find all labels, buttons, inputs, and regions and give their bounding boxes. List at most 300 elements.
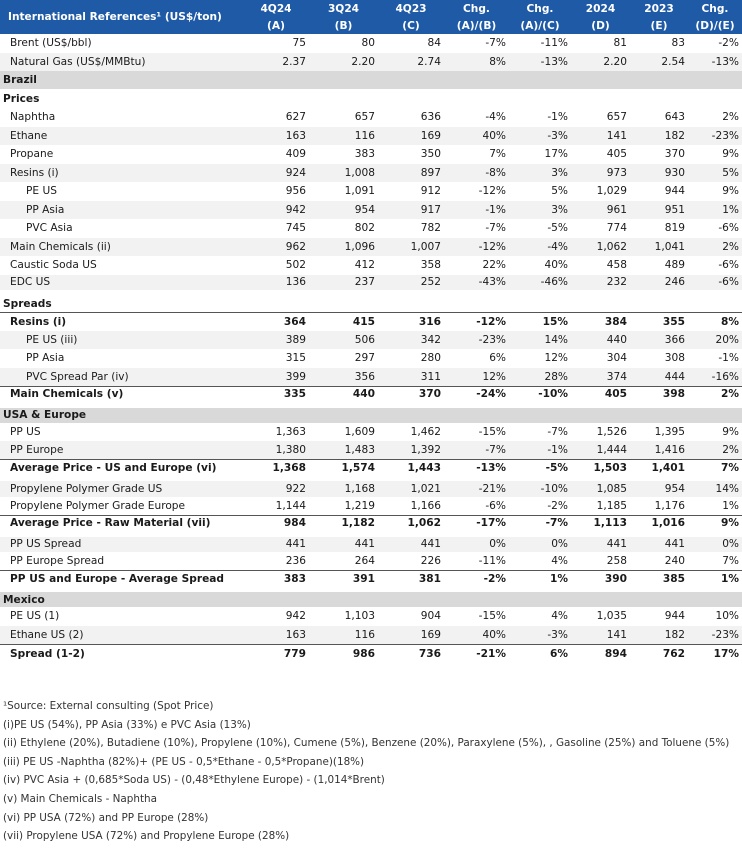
value-cell: -6% <box>485 499 506 512</box>
value-cell: 441 <box>243 534 309 553</box>
table-row <box>0 127 742 146</box>
footnote: (iv) PVC Asia + (0,685*Soda US) - (0,48*Ethylene Europe) - (1,014*Brent) <box>3 774 385 787</box>
value-cell: 182 <box>630 127 688 146</box>
row-label: Brent (US$/bbl) <box>10 37 92 50</box>
value-cell: 84 <box>427 37 441 50</box>
table-header <box>0 0 742 34</box>
value-cell: 342 <box>378 331 444 350</box>
value-cell: 5% <box>551 185 568 198</box>
value-cell: 308 <box>664 352 685 365</box>
value-cell: 0% <box>688 534 742 553</box>
value-cell: 627 <box>285 111 306 124</box>
value-cell: 2% <box>688 441 742 460</box>
table-row <box>0 460 742 479</box>
value-cell: 506 <box>309 331 378 350</box>
value-cell: 370 <box>378 386 444 405</box>
row-label: PP Asia <box>0 201 243 220</box>
value-cell: 366 <box>630 331 688 350</box>
value-cell: 2% <box>722 111 739 124</box>
value-cell: 951 <box>630 201 688 220</box>
value-cell: 7% <box>489 148 506 161</box>
value-cell: 440 <box>309 386 378 405</box>
table-row <box>0 478 742 497</box>
value-cell: -21% <box>444 644 509 663</box>
value-cell: 355 <box>630 312 688 331</box>
row-label: PE US (iii) <box>0 331 243 350</box>
row-label: PVC Asia <box>26 222 73 235</box>
value-cell: 1% <box>688 571 742 590</box>
value-cell: 0% <box>444 534 509 553</box>
value-cell: 315 <box>285 352 306 365</box>
value-cell: 1,395 <box>654 425 685 438</box>
col-header-bottom: (B) <box>309 17 378 34</box>
value-cell: 7% <box>722 555 739 567</box>
value-cell: 1,416 <box>630 441 688 460</box>
table-row <box>0 145 742 164</box>
value-cell: -46% <box>509 275 571 294</box>
table-row <box>0 164 742 183</box>
value-cell: -1% <box>547 111 568 124</box>
value-cell: 944 <box>664 610 685 623</box>
value-cell: 1,041 <box>630 238 688 257</box>
value-cell: 10% <box>715 610 739 623</box>
value-cell: 912 <box>420 185 441 198</box>
value-cell: 9% <box>722 148 739 161</box>
value-cell: 9% <box>722 425 739 438</box>
value-cell: 762 <box>630 644 688 663</box>
footnote: (ii) Ethylene (20%), Butadiene (10%), Propylene (10%), Cumene (5%), Benzene (20%), Paraxylene (5%), , Gasoline (25%) and Toluene (5%) <box>3 737 730 750</box>
subsection-label: Prices <box>0 89 742 108</box>
subsection-header-row <box>0 89 742 108</box>
value-cell: 1,103 <box>344 610 375 623</box>
table-row <box>0 219 742 238</box>
col-header-bottom: (A)/(B) <box>444 17 509 34</box>
value-cell: -12% <box>444 312 509 331</box>
value-cell: 141 <box>571 626 630 645</box>
value-cell: 240 <box>664 555 685 567</box>
value-cell: 7% <box>688 460 742 479</box>
value-cell: -7% <box>547 425 568 438</box>
table-row <box>0 53 742 72</box>
value-cell: 1,016 <box>630 515 688 534</box>
value-cell: 304 <box>606 352 627 365</box>
value-cell: 489 <box>664 259 685 272</box>
value-cell: 802 <box>354 222 375 235</box>
value-cell: -24% <box>444 386 509 405</box>
value-cell: 383 <box>354 148 375 161</box>
value-cell: -1% <box>509 441 571 460</box>
row-label: Natural Gas (US$/MMBtu) <box>0 53 243 72</box>
value-cell: 384 <box>571 312 630 331</box>
value-cell: 17% <box>544 148 568 161</box>
value-cell: 1% <box>688 201 742 220</box>
value-cell: 736 <box>378 644 444 663</box>
row-label: Propylene Polymer Grade Europe <box>10 499 186 512</box>
value-cell: 350 <box>420 148 441 161</box>
value-cell: 1,483 <box>309 441 378 460</box>
value-cell: 280 <box>420 352 441 365</box>
row-label: Average Price - Raw Material (vii) <box>0 515 243 534</box>
value-cell: 1,176 <box>654 499 685 512</box>
value-cell: 441 <box>378 534 444 553</box>
value-cell: 182 <box>630 626 688 645</box>
col-header-bottom: (A) <box>243 17 309 34</box>
value-cell: 774 <box>606 222 627 235</box>
value-cell: 1,503 <box>571 460 630 479</box>
value-cell: 1,526 <box>596 425 627 438</box>
row-label: PP Europe Spread <box>10 555 105 567</box>
row-label: Average Price - US and Europe (vi) <box>0 460 243 479</box>
value-cell: 83 <box>671 37 685 50</box>
value-cell: 1,219 <box>344 499 375 512</box>
value-cell: 399 <box>243 368 309 387</box>
row-label: PVC Spread Par (iv) <box>0 368 243 387</box>
value-cell: 1,144 <box>275 499 306 512</box>
col-header-top: Chg. <box>509 0 571 17</box>
value-cell: 383 <box>243 571 309 590</box>
row-label: Main Chemicals (ii) <box>0 238 243 257</box>
row-label: PE US (1) <box>10 610 60 623</box>
value-cell: 297 <box>354 352 375 365</box>
value-cell: 8% <box>688 312 742 331</box>
value-cell: 643 <box>664 111 685 124</box>
value-cell: 944 <box>664 185 685 198</box>
value-cell: 381 <box>378 571 444 590</box>
value-cell: 502 <box>285 259 306 272</box>
value-cell: 364 <box>243 312 309 331</box>
value-cell: 246 <box>630 275 688 294</box>
value-cell: 370 <box>664 148 685 161</box>
table-row <box>0 534 742 553</box>
value-cell: -5% <box>509 460 571 479</box>
col-header-bottom: (D)/(E) <box>688 17 742 34</box>
col-header-top: 3Q24 <box>309 0 378 17</box>
value-cell: -6% <box>688 275 742 294</box>
row-label: Ethane <box>0 127 243 146</box>
value-cell: -13% <box>688 53 742 72</box>
value-cell: 1,462 <box>410 425 441 438</box>
value-cell: 1% <box>509 571 571 590</box>
value-cell: 4% <box>551 555 568 567</box>
value-cell: 954 <box>630 478 688 497</box>
value-cell: 226 <box>420 555 441 567</box>
table-row <box>0 182 742 201</box>
value-cell: 6% <box>509 644 571 663</box>
value-cell: 894 <box>571 644 630 663</box>
value-cell: 1,392 <box>378 441 444 460</box>
row-label: Ethane US (2) <box>0 626 243 645</box>
table-row <box>0 626 742 645</box>
value-cell: 398 <box>630 386 688 405</box>
value-cell: 444 <box>630 368 688 387</box>
value-cell: 1,035 <box>596 610 627 623</box>
value-cell: 1,609 <box>344 425 375 438</box>
value-cell: 1,168 <box>309 478 378 497</box>
value-cell: 2% <box>688 238 742 257</box>
table-row <box>0 238 742 257</box>
col-header-top: 4Q23 <box>378 0 444 17</box>
value-cell: -11% <box>478 555 506 567</box>
row-label: PP US Spread <box>0 534 243 553</box>
table-row <box>0 644 742 663</box>
value-cell: 12% <box>544 352 568 365</box>
table-row <box>0 552 742 571</box>
value-cell: 1,444 <box>571 441 630 460</box>
table-row <box>0 515 742 534</box>
value-cell: 441 <box>630 534 688 553</box>
row-label: Propane <box>10 148 54 161</box>
value-cell: 636 <box>420 111 441 124</box>
value-cell: 954 <box>309 201 378 220</box>
value-cell: -8% <box>444 164 509 183</box>
subsection-header-row <box>0 293 742 312</box>
value-cell: 17% <box>688 644 742 663</box>
subsection-label: Spreads <box>0 293 742 312</box>
value-cell: 22% <box>482 259 506 272</box>
value-cell: 962 <box>243 238 309 257</box>
value-cell: 391 <box>309 571 378 590</box>
value-cell: 169 <box>378 127 444 146</box>
value-cell: 28% <box>509 368 571 387</box>
value-cell: 169 <box>378 626 444 645</box>
footnote: (i)PE US (54%), PP Asia (33%) e PVC Asia (13%) <box>3 718 251 731</box>
value-cell: -4% <box>509 238 571 257</box>
value-cell: 1,091 <box>344 185 375 198</box>
row-label: PP US and Europe - Average Spread <box>0 571 243 590</box>
row-label: PP US <box>10 425 41 438</box>
value-cell: -6% <box>718 222 739 235</box>
value-cell: 252 <box>378 275 444 294</box>
value-cell: -2% <box>718 37 739 50</box>
row-label: PE US <box>26 185 57 198</box>
value-cell: 1,096 <box>309 238 378 257</box>
value-cell: 904 <box>420 610 441 623</box>
value-cell: -2% <box>444 571 509 590</box>
value-cell: -6% <box>718 259 739 272</box>
value-cell: 2.20 <box>309 53 378 72</box>
value-cell: 922 <box>243 478 309 497</box>
value-cell: 2.20 <box>571 53 630 72</box>
value-cell: 1% <box>722 499 739 512</box>
value-cell: 4% <box>551 610 568 623</box>
col-header-top: Chg. <box>444 0 509 17</box>
value-cell: -23% <box>688 127 742 146</box>
value-cell: -2% <box>547 499 568 512</box>
value-cell: 116 <box>309 127 378 146</box>
value-cell: 116 <box>309 626 378 645</box>
value-cell: -7% <box>485 222 506 235</box>
col-header-top: 4Q24 <box>243 0 309 17</box>
value-cell: 984 <box>243 515 309 534</box>
table-row <box>0 497 742 516</box>
table-row <box>0 331 742 350</box>
value-cell: 1,085 <box>571 478 630 497</box>
value-cell: -23% <box>688 626 742 645</box>
value-cell: -13% <box>509 53 571 72</box>
value-cell: -7% <box>485 37 506 50</box>
value-cell: 819 <box>664 222 685 235</box>
value-cell: 374 <box>571 368 630 387</box>
value-cell: 412 <box>354 259 375 272</box>
value-cell: 441 <box>309 534 378 553</box>
value-cell: 1,574 <box>309 460 378 479</box>
value-cell: -7% <box>444 441 509 460</box>
footnote: ¹Source: External consulting (Spot Price) <box>3 700 214 712</box>
value-cell: -4% <box>485 111 506 124</box>
col-header-top: 2023 <box>630 0 688 17</box>
table-row <box>0 571 742 590</box>
value-cell: 163 <box>243 127 309 146</box>
value-cell: 12% <box>444 368 509 387</box>
col-header-top: 2024 <box>571 0 630 17</box>
value-cell: 1,380 <box>243 441 309 460</box>
table-row <box>0 201 742 220</box>
section-label: Mexico <box>0 589 742 607</box>
value-cell: -13% <box>444 460 509 479</box>
value-cell: 5% <box>688 164 742 183</box>
value-cell: 2.74 <box>378 53 444 72</box>
value-cell: 415 <box>309 312 378 331</box>
row-label: EDC US <box>0 275 243 294</box>
value-cell: 258 <box>606 555 627 567</box>
value-cell: 409 <box>285 148 306 161</box>
value-cell: 973 <box>571 164 630 183</box>
col-header-bottom: (A)/(C) <box>509 17 571 34</box>
value-cell: 930 <box>630 164 688 183</box>
value-cell: 1,185 <box>596 499 627 512</box>
table-row <box>0 108 742 127</box>
table-row <box>0 312 742 331</box>
value-cell: 15% <box>509 312 571 331</box>
value-cell: 956 <box>285 185 306 198</box>
value-cell: 1,443 <box>378 460 444 479</box>
value-cell: 8% <box>444 53 509 72</box>
value-cell: 311 <box>378 368 444 387</box>
value-cell: -11% <box>540 37 568 50</box>
footnote: (vi) PP USA (72%) and PP Europe (28%) <box>3 811 209 824</box>
table-row <box>0 423 742 442</box>
value-cell: 81 <box>613 37 627 50</box>
row-label: PP Asia <box>26 352 65 365</box>
value-cell: 232 <box>571 275 630 294</box>
value-cell: 335 <box>243 386 309 405</box>
value-cell: 745 <box>285 222 306 235</box>
value-cell: 942 <box>285 610 306 623</box>
value-cell: 389 <box>243 331 309 350</box>
value-cell: 1,021 <box>378 478 444 497</box>
section-label: Brazil <box>0 71 742 89</box>
table-body <box>0 34 742 663</box>
col-header-bottom: (C) <box>378 17 444 34</box>
table-row <box>0 256 742 275</box>
section-label: USA & Europe <box>0 405 742 423</box>
row-label: Propylene Polymer Grade US <box>0 478 243 497</box>
value-cell: -23% <box>444 331 509 350</box>
row-label: Resins (i) <box>0 312 243 331</box>
section-header-row <box>0 589 742 607</box>
value-cell: 2.54 <box>630 53 688 72</box>
value-cell: 264 <box>354 555 375 567</box>
table-row <box>0 368 742 387</box>
value-cell: 897 <box>378 164 444 183</box>
row-label: Naphtha <box>10 111 56 124</box>
value-cell: 316 <box>378 312 444 331</box>
row-label: Caustic Soda US <box>10 259 97 272</box>
table-row <box>0 386 742 405</box>
value-cell: 1,007 <box>378 238 444 257</box>
footnote: (iii) PE US -Naphtha (82%)+ (PE US - 0,5*Ethane - 0,5*Propane)(18%) <box>3 755 365 768</box>
value-cell: 237 <box>309 275 378 294</box>
value-cell: -5% <box>547 222 568 235</box>
table-row <box>0 441 742 460</box>
value-cell: 9% <box>688 515 742 534</box>
value-cell: 2% <box>688 386 742 405</box>
value-cell: 657 <box>606 111 627 124</box>
value-cell: 358 <box>420 259 441 272</box>
value-cell: 80 <box>361 37 375 50</box>
value-cell: 1,113 <box>571 515 630 534</box>
value-cell: 986 <box>309 644 378 663</box>
value-cell: -16% <box>688 368 742 387</box>
value-cell: 385 <box>630 571 688 590</box>
value-cell: 390 <box>571 571 630 590</box>
value-cell: -21% <box>444 478 509 497</box>
row-label: Resins (i) <box>0 164 243 183</box>
value-cell: 75 <box>292 37 306 50</box>
value-cell: -43% <box>444 275 509 294</box>
value-cell: 3% <box>509 164 571 183</box>
value-cell: -10% <box>509 386 571 405</box>
value-cell: 779 <box>243 644 309 663</box>
value-cell: 1,008 <box>309 164 378 183</box>
value-cell: -3% <box>509 626 571 645</box>
value-cell: 136 <box>243 275 309 294</box>
value-cell: 961 <box>571 201 630 220</box>
value-cell: 657 <box>354 111 375 124</box>
section-header-row <box>0 405 742 423</box>
table-row <box>0 349 742 368</box>
value-cell: -1% <box>444 201 509 220</box>
row-label: Main Chemicals (v) <box>0 386 243 405</box>
value-cell: 782 <box>420 222 441 235</box>
value-cell: 1,062 <box>378 515 444 534</box>
value-cell: 0% <box>509 534 571 553</box>
value-cell: 40% <box>444 127 509 146</box>
value-cell: -7% <box>509 515 571 534</box>
value-cell: -15% <box>478 610 506 623</box>
value-cell: -12% <box>444 238 509 257</box>
row-label: PP Europe <box>0 441 243 460</box>
table-row <box>0 275 742 294</box>
table-row <box>0 34 742 53</box>
value-cell: 405 <box>606 148 627 161</box>
col-header-bottom: (E) <box>630 17 688 34</box>
value-cell: -15% <box>478 425 506 438</box>
footnote: (vii) Propylene USA (72%) and Propylene Europe (28%) <box>3 830 290 843</box>
value-cell: 1,029 <box>596 185 627 198</box>
value-cell: 9% <box>722 185 739 198</box>
value-cell: -12% <box>478 185 506 198</box>
value-cell: 441 <box>571 534 630 553</box>
value-cell: 20% <box>688 331 742 350</box>
value-cell: 1,401 <box>630 460 688 479</box>
value-cell: 40% <box>444 626 509 645</box>
value-cell: 14% <box>688 478 742 497</box>
value-cell: 40% <box>544 259 568 272</box>
table-title: International References¹ (US$/ton) <box>0 0 243 34</box>
value-cell: -1% <box>718 352 739 365</box>
value-cell: 356 <box>309 368 378 387</box>
